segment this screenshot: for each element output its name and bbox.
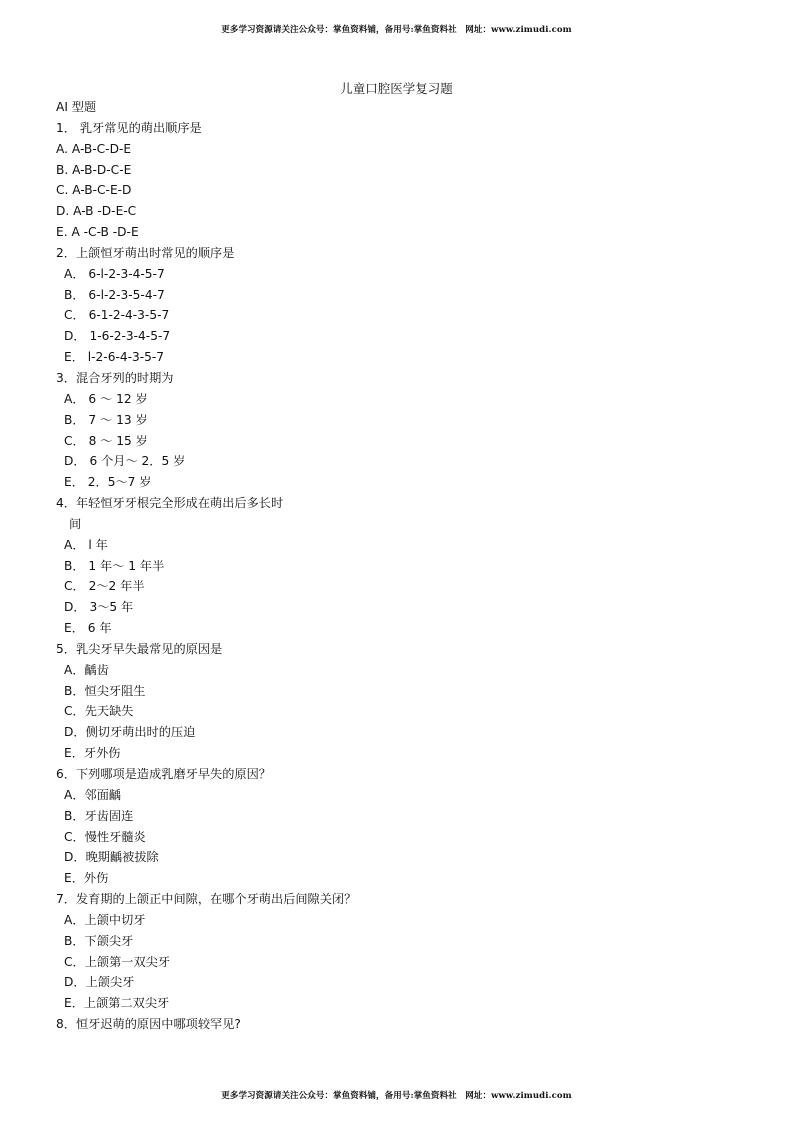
option: D． 3～5 年 bbox=[64, 600, 134, 615]
option: E．牙外伤 bbox=[64, 746, 121, 761]
option: E． 6 年 bbox=[64, 621, 112, 636]
option: B．恒尖牙阻生 bbox=[64, 683, 146, 698]
option: C． 2～2 年半 bbox=[64, 579, 145, 594]
option: B．下颌尖牙 bbox=[64, 933, 134, 948]
question-stem-continuation: 间 bbox=[69, 516, 82, 531]
option: B． 7 ～ 13 岁 bbox=[64, 412, 148, 427]
option: D．晚期齲被拔除 bbox=[64, 850, 159, 865]
option: A． 6 ～ 12 岁 bbox=[64, 391, 148, 406]
option: A. A-B-C-D-E bbox=[56, 141, 132, 156]
option: A． l 年 bbox=[64, 537, 108, 552]
section-heading: AI 型题 bbox=[56, 100, 97, 114]
option: A． 6-l-2-3-4-5-7 bbox=[64, 266, 165, 281]
option: B． 1 年～ 1 年半 bbox=[64, 558, 165, 573]
question-stem: 3．混合牙列的时期为 bbox=[56, 370, 174, 385]
option: C．先天缺失 bbox=[64, 704, 134, 719]
option: C． 8 ～ 15 岁 bbox=[64, 433, 148, 448]
option: E．外伤 bbox=[64, 871, 109, 886]
option: E. A -C-B -D-E bbox=[56, 225, 139, 240]
option: A．齲齿 bbox=[64, 662, 109, 677]
option: C．上颌第一双尖牙 bbox=[64, 954, 171, 969]
option: A．上颌中切牙 bbox=[64, 912, 146, 927]
question-stem: 7．发育期的上颌正中间隙，在哪个牙萌出后间隙关闭？ bbox=[56, 892, 357, 907]
option: D．侧切牙萌出时的压迫 bbox=[64, 725, 196, 740]
question-stem: 6．下列哪项是造成乳磨牙早失的原因？ bbox=[56, 767, 271, 781]
option: D．上颌尖牙 bbox=[64, 975, 135, 990]
option: D． 1-6-2-3-4-5-7 bbox=[64, 329, 171, 344]
option: D． 6 个月～ 2．5 岁 bbox=[64, 454, 186, 469]
footer-banner: 更多学习资源请关注公众号：掌鱼资料铺，备用号:掌鱼资料社 网址：www.zimudi.com bbox=[221, 1091, 572, 1101]
option: E． l-2-6-4-3-5-7 bbox=[64, 350, 165, 365]
option: B．牙齿固连 bbox=[64, 808, 134, 823]
question-stem: 8．恒牙迟萌的原因中哪项较罕见? bbox=[56, 1017, 241, 1032]
option: C． 6-1-2-4-3-5-7 bbox=[64, 308, 170, 323]
header-banner: 更多学习资源请关注公众号：掌鱼资料铺，备用号:掌鱼资料社 网址：www.zimudi.com bbox=[221, 25, 572, 35]
option: C．慢性牙髓炎 bbox=[64, 829, 146, 844]
option: A．邻面齲 bbox=[64, 787, 122, 802]
page-title: 儿童口腔医学复习题 bbox=[340, 81, 453, 96]
option: D. A-B -D-E-C bbox=[56, 204, 137, 219]
question-list bbox=[56, 97, 696, 1035]
question-stem: 1． 乳牙常见的萌出顺序是 bbox=[56, 120, 202, 135]
option: C. A-B-C-E-D bbox=[56, 183, 132, 198]
question-stem: 5．乳尖牙早失最常见的原因是 bbox=[56, 641, 223, 656]
option: B． 6-l-2-3-5-4-7 bbox=[64, 287, 165, 302]
question-stem: 2．上颌恒牙萌出时常见的顺序是 bbox=[56, 245, 235, 260]
question-stem: 4．年轻恒牙牙根完全形成在萌出后多长时 bbox=[56, 496, 284, 511]
option: B. A-B-D-C-E bbox=[56, 162, 132, 177]
option: E． 2．5～7 岁 bbox=[64, 475, 152, 490]
option: E．上颌第二双尖牙 bbox=[64, 996, 170, 1011]
